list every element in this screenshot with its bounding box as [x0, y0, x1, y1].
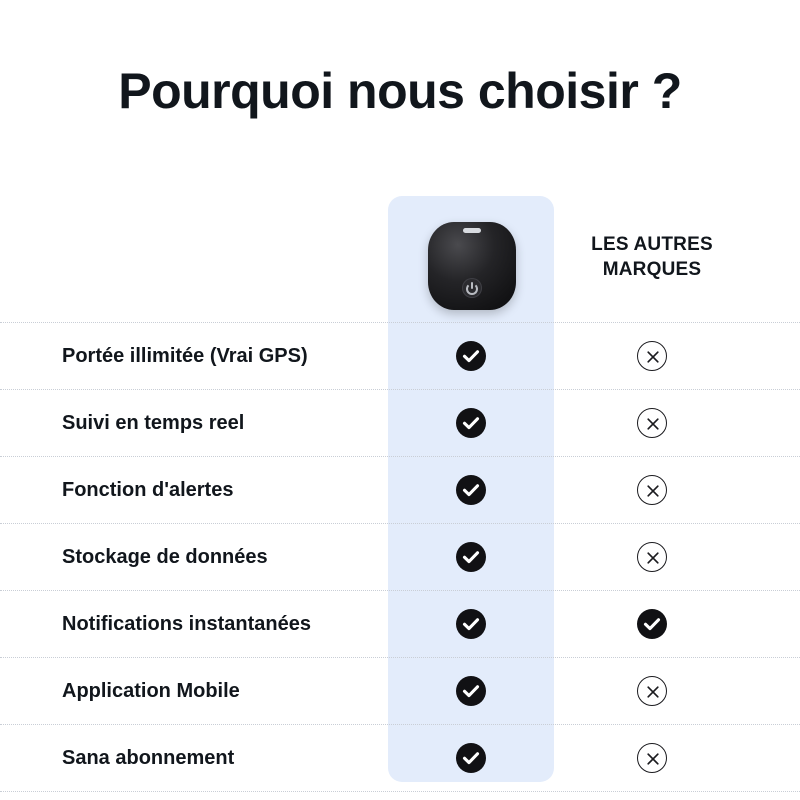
our-brand-cell	[388, 591, 554, 657]
page-title: Pourquoi nous choisir ?	[118, 63, 682, 119]
gps-tracker-device-icon	[428, 222, 516, 310]
device-power-button-icon	[462, 278, 482, 298]
check-icon	[456, 743, 486, 773]
our-brand-cell	[388, 725, 554, 791]
table-row	[0, 657, 800, 724]
table-row	[0, 389, 800, 456]
cross-icon	[637, 676, 667, 706]
cross-icon	[637, 542, 667, 572]
check-icon	[456, 609, 486, 639]
table-row	[0, 523, 800, 590]
feature-rows	[0, 322, 800, 792]
feature-label: Sana abonnement	[62, 746, 235, 769]
our-brand-cell	[388, 390, 554, 456]
other-brands-cell	[560, 323, 744, 389]
other-brands-cell	[560, 524, 744, 590]
check-icon	[456, 475, 486, 505]
other-brands-column-header: LES AUTRES MARQUES	[591, 234, 713, 280]
our-brand-cell	[388, 524, 554, 590]
other-brands-cell	[560, 725, 744, 791]
our-brand-cell	[388, 457, 554, 523]
feature-label: Stockage de données	[62, 545, 268, 568]
table-row	[0, 724, 800, 792]
cross-icon	[637, 743, 667, 773]
our-brand-cell	[388, 658, 554, 724]
check-icon	[456, 676, 486, 706]
cross-icon	[637, 408, 667, 438]
feature-label: Fonction d'alertes	[62, 478, 234, 501]
table-row	[0, 322, 800, 389]
cross-icon	[637, 475, 667, 505]
other-brands-cell	[560, 591, 744, 657]
other-brands-cell	[560, 390, 744, 456]
table-row	[0, 590, 800, 657]
other-brands-cell	[560, 658, 744, 724]
our-brand-cell	[388, 323, 554, 389]
feature-label: Notifications instantanées	[62, 612, 311, 635]
feature-label: Suivi en temps reel	[62, 411, 245, 434]
device-keyring-slot	[463, 228, 481, 233]
check-icon	[456, 408, 486, 438]
device-body	[428, 222, 516, 310]
cross-icon	[637, 341, 667, 371]
feature-label: Portée illimitée (Vrai GPS)	[62, 344, 308, 367]
table-row	[0, 456, 800, 523]
other-brands-cell	[560, 457, 744, 523]
check-icon	[637, 609, 667, 639]
check-icon	[456, 542, 486, 572]
feature-label: Application Mobile	[62, 679, 240, 702]
check-icon	[456, 341, 486, 371]
